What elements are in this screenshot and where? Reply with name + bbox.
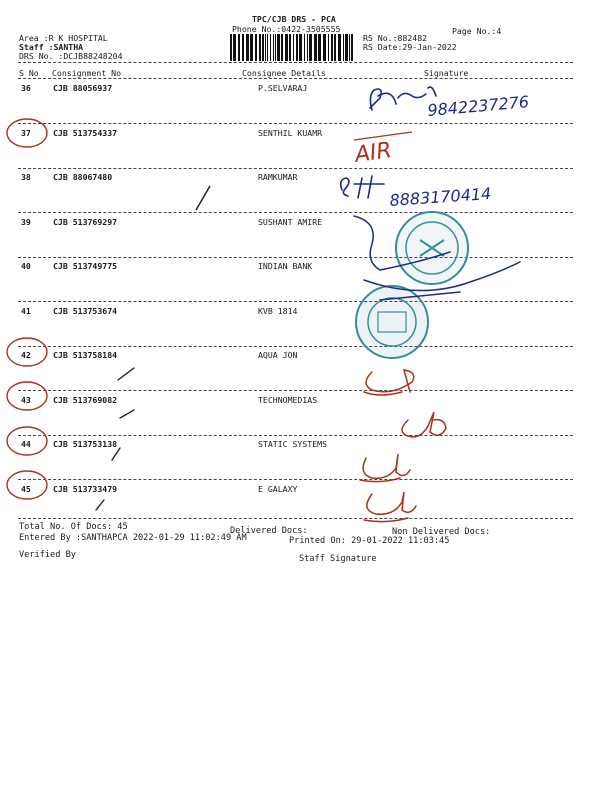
row-consignee: P.SELVARAJ bbox=[258, 83, 308, 93]
row-sno: 38 bbox=[21, 172, 31, 182]
rs-number: RS No.:882482 bbox=[363, 33, 428, 43]
row-sno: 43 bbox=[21, 394, 31, 405]
row-sno: 36 bbox=[21, 83, 31, 93]
page-number: Page No.:4 bbox=[452, 26, 502, 36]
printed-on: Printed On: 29-01-2022 11:03:45 bbox=[289, 536, 450, 546]
row-sno: 39 bbox=[21, 216, 31, 227]
entered-by: Entered By :SANTHAPCA 2022-01-29 11:02:49 AM bbox=[19, 533, 247, 543]
drs-number: DRS No. :DCJB88248204 bbox=[19, 51, 123, 61]
signature-row-38 bbox=[341, 176, 384, 198]
rs-date: RS Date:29-Jan-2022 bbox=[363, 42, 457, 52]
air-mark-row-37: AIR bbox=[353, 138, 394, 168]
non-delivered-docs: Non Delivered Docs: bbox=[392, 527, 491, 537]
row-sno: 44 bbox=[21, 439, 31, 449]
row-sno: 42 bbox=[21, 350, 31, 360]
verified-by: Verified By bbox=[19, 550, 76, 560]
delivered-docs: Delivered Docs: bbox=[230, 526, 308, 536]
col-consignment-header: Consignment No bbox=[52, 68, 122, 78]
row-consignee: AQUA JON bbox=[258, 350, 298, 360]
delivery-ticks bbox=[96, 368, 134, 510]
row-consignment-no: CJB 88056937 bbox=[53, 83, 113, 93]
row-consignee: KVB 1814 bbox=[258, 305, 298, 316]
footer-divider bbox=[18, 518, 573, 519]
row-consignee: INDIAN BANK bbox=[258, 261, 313, 271]
row-sno: 40 bbox=[21, 261, 31, 271]
total-docs: Total No. Of Docs: 45 bbox=[19, 522, 128, 532]
area-label: Area :R K HOSPITAL bbox=[19, 33, 108, 43]
row-number-circles bbox=[7, 119, 47, 499]
red-cb-marks bbox=[360, 370, 446, 522]
row-consignment-no: CJB 513769082 bbox=[53, 394, 118, 405]
row-consignment-no: CJB 513753674 bbox=[53, 305, 118, 316]
row-consignee: RAMKUMAR bbox=[258, 172, 298, 182]
col-signature-header: Signature bbox=[424, 68, 469, 78]
row-consignment-no: CJB 88067480 bbox=[53, 172, 113, 182]
phone-row-36: 9842237276 bbox=[426, 92, 530, 120]
row-consignment-no: CJB 513769297 bbox=[53, 216, 118, 227]
row-sno: 37 bbox=[21, 127, 31, 138]
signature-row-36 bbox=[370, 87, 436, 110]
row-sno: 45 bbox=[21, 483, 31, 494]
row-consignee: E GALAXY bbox=[258, 483, 298, 494]
col-sno-header: S No bbox=[19, 68, 39, 78]
row-consignee: STATIC SYSTEMS bbox=[258, 439, 328, 449]
row-sno: 41 bbox=[21, 305, 31, 316]
staff-label: Staff :SANTHA bbox=[19, 42, 84, 52]
row-consignee: SENTHIL KUAMR bbox=[258, 127, 323, 138]
phone-number: Phone No.:0422-3505555 bbox=[232, 24, 341, 34]
row-consignee: SUSHANT AMIRE bbox=[258, 216, 323, 227]
row-consignment-no: CJB 513733479 bbox=[53, 483, 118, 494]
row-consignment-no: CJB 513754337 bbox=[53, 127, 118, 138]
row-consignment-no: CJB 513753138 bbox=[53, 439, 118, 449]
phone-row-38: 8883170414 bbox=[388, 183, 492, 210]
row-consignee: TECHNOMEDIAS bbox=[258, 394, 318, 405]
row-consignment-no: CJB 513749775 bbox=[53, 261, 118, 271]
col-consignee-header: Consignee Details bbox=[242, 68, 326, 78]
row-consignment-no: CJB 513758184 bbox=[53, 350, 118, 360]
tick-row-38 bbox=[196, 186, 210, 210]
document-title: TPC/CJB DRS - PCA bbox=[252, 14, 336, 24]
stamp-row-39 bbox=[396, 212, 468, 284]
staff-signature: Staff Signature bbox=[299, 554, 377, 564]
